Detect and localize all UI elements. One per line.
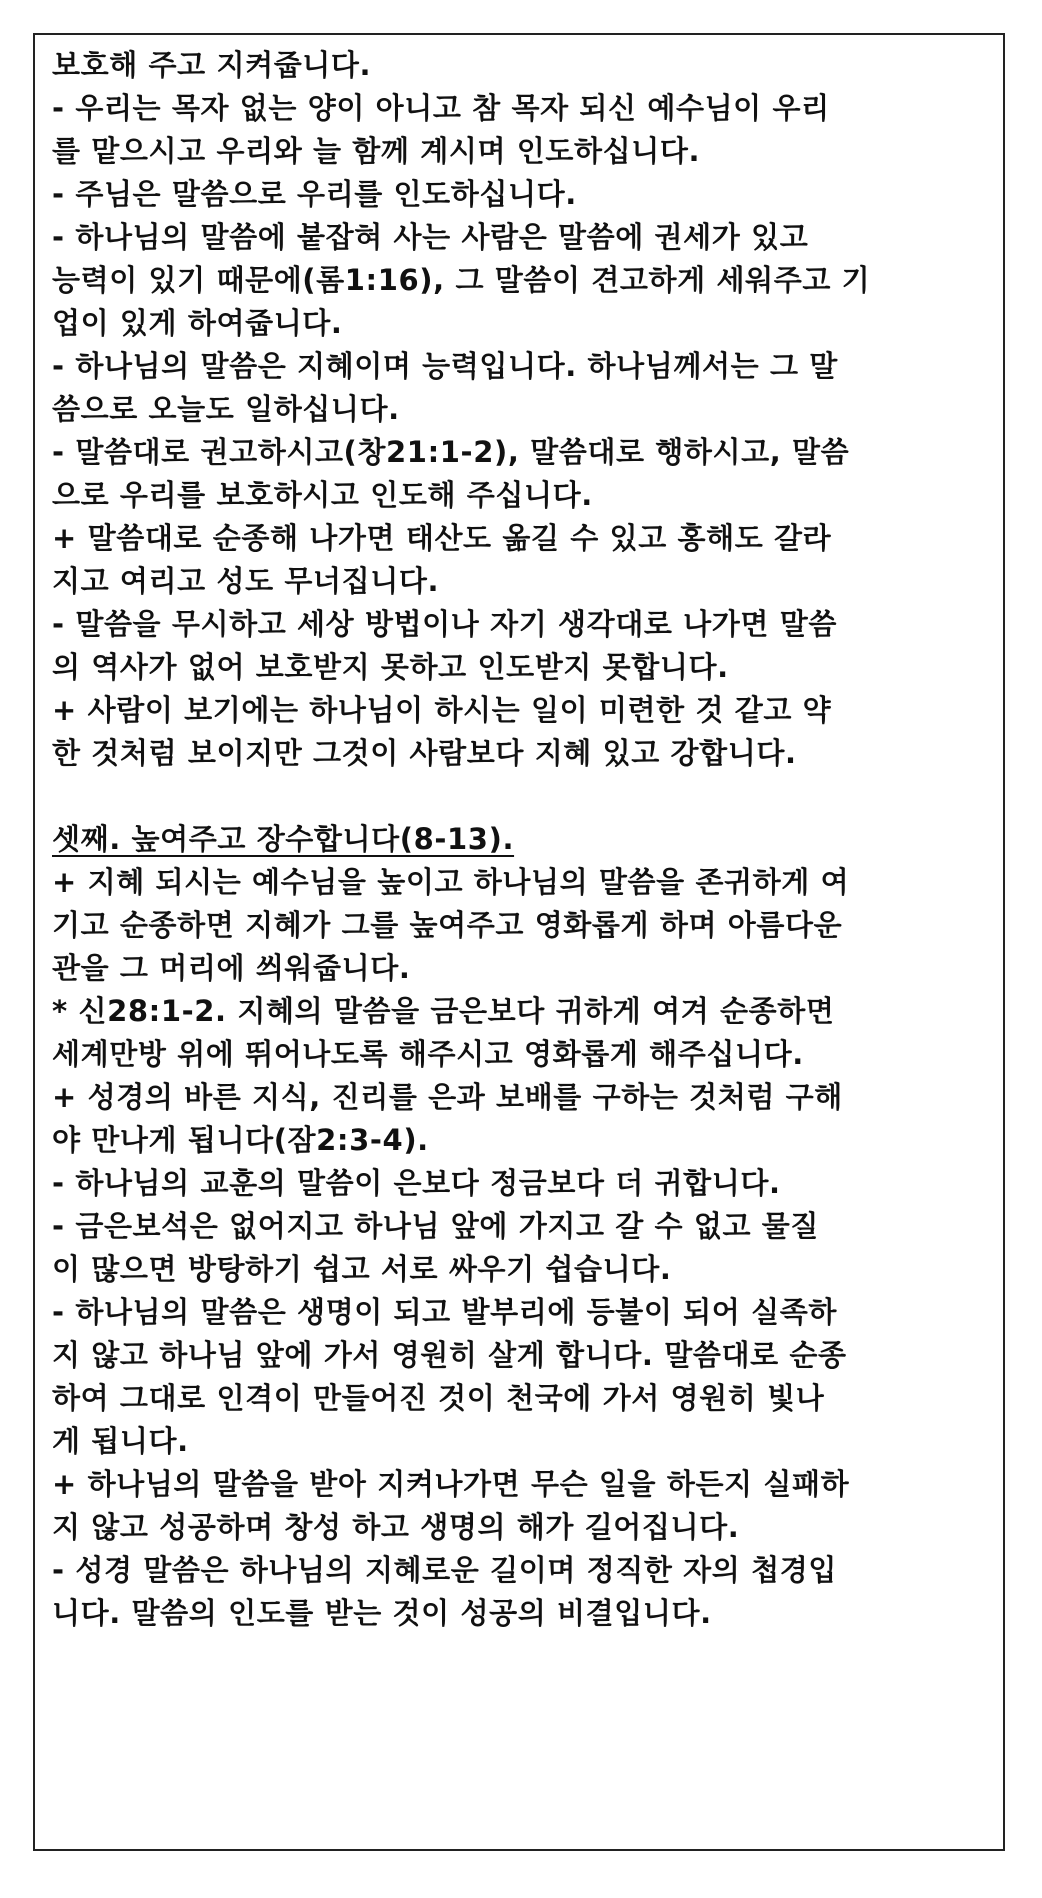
text-line: 를 맡으시고 우리와 늘 함께 계시며 인도하십니다. [52, 134, 701, 168]
text-line: + 말씀대로 순종해 나가면 태산도 옮길 수 있고 홍해도 갈라 [52, 521, 832, 555]
text-line: 씀으로 오늘도 일하십니다. [52, 392, 400, 426]
text-line: 보호해 주고 지켜줍니다. [52, 48, 372, 82]
text-line: 지 않고 성공하며 창성 하고 생명의 해가 길어집니다. [52, 1510, 740, 1544]
text-line: 하여 그대로 인격이 만들어진 것이 천국에 가서 영원히 빛나 [52, 1381, 825, 1415]
text-line: - 말씀을 무시하고 세상 방법이나 자기 생각대로 나가면 말씀 [52, 607, 837, 641]
text-line: + 하나님의 말씀을 받아 지켜나가면 무슨 일을 하든지 실패하 [52, 1467, 850, 1501]
text-line: 기고 순종하면 지혜가 그를 높여주고 영화롭게 하며 아름다운 [52, 908, 843, 942]
text-line: 니다. 말씀의 인도를 받는 것이 성공의 비결입니다. [52, 1596, 712, 1630]
text-line: 야 만나게 됩니다(잠2:3-4). [52, 1123, 429, 1157]
text-line: - 성경 말씀은 하나님의 지혜로운 길이며 정직한 자의 첩경입 [52, 1553, 837, 1587]
text-line: 한 것처럼 보이지만 그것이 사람보다 지혜 있고 강합니다. [52, 736, 797, 770]
text-line: - 하나님의 말씀은 생명이 되고 발부리에 등불이 되어 실족하 [52, 1295, 837, 1329]
blank-line [52, 775, 992, 818]
text-line: 의 역사가 없어 보호받지 못하고 인도받지 못합니다. [52, 650, 729, 684]
text-line: + 지혜 되시는 예수님을 높이고 하나님의 말씀을 존귀하게 여 [52, 865, 850, 899]
text-line: + 성경의 바른 지식, 진리를 은과 보배를 구하는 것처럼 구해 [52, 1080, 843, 1114]
text-line: * 신28:1-2. 지혜의 말씀을 금은보다 귀하게 여겨 순종하면 [52, 994, 835, 1028]
text-line: - 하나님의 교훈의 말씀이 은보다 정금보다 더 귀합니다. [52, 1166, 781, 1200]
section-heading: 셋째. 높여주고 장수합니다(8-13). [52, 822, 515, 856]
text-line: 지고 여리고 성도 무너집니다. [52, 564, 440, 598]
text-line: - 주님은 말씀으로 우리를 인도하십니다. [52, 177, 577, 211]
text-line: 업이 있게 하여줍니다. [52, 306, 343, 340]
text-line: - 하나님의 말씀에 붙잡혀 사는 사람은 말씀에 권세가 있고 [52, 220, 809, 254]
text-line: 관을 그 머리에 씌워줍니다. [52, 951, 411, 985]
text-line: 이 많으면 방탕하기 쉽고 서로 싸우기 쉽습니다. [52, 1252, 672, 1286]
text-line: 능력이 있기 때문에(롬1:16), 그 말씀이 견고하게 세워주고 기 [52, 263, 871, 297]
text-line: + 사람이 보기에는 하나님이 하시는 일이 미련한 것 같고 약 [52, 693, 832, 727]
text-line: - 우리는 목자 없는 양이 아니고 참 목자 되신 예수님이 우리 [52, 91, 830, 125]
paragraph-before [52, 44, 992, 775]
document-body [52, 44, 992, 1635]
paragraph-after [52, 861, 992, 1635]
text-line: 세계만방 위에 뛰어나도록 해주시고 영화롭게 해주십니다. [52, 1037, 804, 1071]
text-line: - 금은보석은 없어지고 하나님 앞에 가지고 갈 수 없고 물질 [52, 1209, 820, 1243]
text-line: 지 않고 하나님 앞에 가서 영원히 살게 합니다. 말씀대로 순종 [52, 1338, 847, 1372]
text-line: - 말씀대로 권고하시고(창21:1-2), 말씀대로 행하시고, 말씀 [52, 435, 850, 469]
text-line: - 하나님의 말씀은 지혜이며 능력입니다. 하나님께서는 그 말 [52, 349, 838, 383]
text-line: 으로 우리를 보호하시고 인도해 주십니다. [52, 478, 593, 512]
text-line: 게 됩니다. [52, 1424, 189, 1458]
